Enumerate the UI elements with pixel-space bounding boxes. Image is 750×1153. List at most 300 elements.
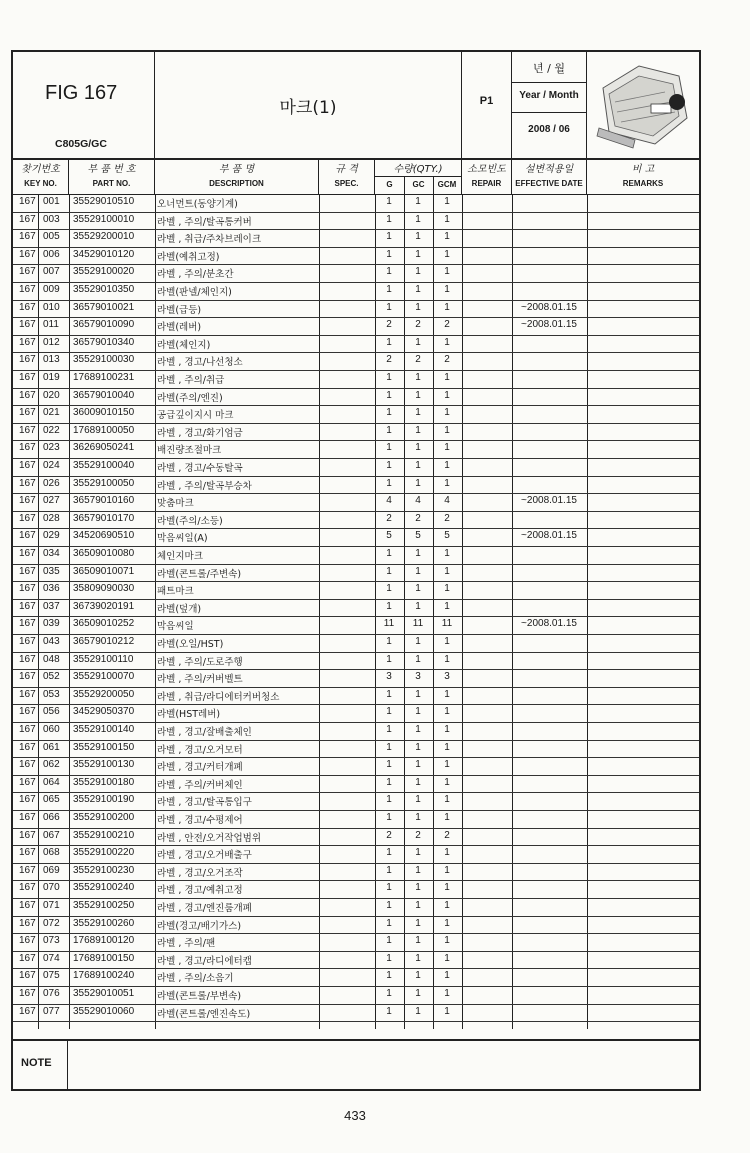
row-qty-gcm: 1 (444, 847, 450, 859)
row-qty-gcm: 2 (444, 354, 450, 366)
row-description: 라벨 , 경고/나선청소 (157, 357, 243, 369)
row-part-no: 35809090030 (73, 583, 135, 595)
table-row (13, 440, 699, 458)
row-part-no: 35529010510 (73, 196, 135, 207)
table-row (13, 863, 699, 881)
row-key: 076 (43, 988, 60, 999)
row-part-no: 36509010071 (73, 565, 135, 577)
row-qty-gcm: 1 (444, 213, 450, 225)
row-part-no: 36509010080 (73, 548, 135, 559)
row-fig: 167 (19, 917, 36, 929)
col-key-en: KEY NO. (24, 179, 57, 188)
col-qty (375, 158, 462, 194)
table-row (13, 1004, 699, 1022)
row-qty-gc: 1 (415, 988, 421, 999)
row-description: 배진량조절마크 (157, 445, 222, 457)
row-fig: 167 (19, 548, 36, 559)
table-row (13, 458, 699, 476)
fig-cell (13, 52, 155, 158)
row-description: 라벨 , 경고/화기엄금 (157, 427, 243, 439)
row-qty-g: 3 (386, 671, 392, 683)
row-key: 006 (43, 248, 60, 260)
row-qty-gc: 1 (415, 248, 421, 260)
row-qty-gcm: 1 (444, 407, 450, 419)
row-part-no: 36579010040 (73, 389, 135, 401)
row-description: 라벨 , 경고/탈곡통입구 (157, 797, 252, 809)
row-description: 라벨 , 경고/잘배출체인 (157, 727, 252, 738)
page-number: 433 (344, 1108, 366, 1123)
row-key: 009 (43, 284, 60, 295)
row-description: 오너먼트(동양기계) (157, 199, 238, 210)
row-qty-gc: 1 (415, 600, 421, 612)
col-eff-en: EFFECTIVE DATE (515, 179, 583, 188)
row-description: 라벨(경고/배기가스) (157, 920, 242, 932)
row-key: 043 (43, 636, 60, 647)
row-fig: 167 (19, 389, 36, 401)
row-qty-g: 1 (386, 864, 392, 876)
table-row (13, 528, 699, 546)
row-part-no: 35529100150 (73, 741, 135, 753)
row-qty-gc: 2 (415, 829, 421, 841)
row-fig: 167 (19, 583, 36, 595)
row-qty-gc: 1 (415, 759, 421, 771)
row-key: 034 (43, 548, 60, 559)
row-part-no: 35529100200 (73, 812, 135, 823)
row-fig: 167 (19, 741, 36, 753)
row-qty-gcm: 1 (444, 776, 450, 788)
table-row (13, 722, 699, 740)
row-qty-g: 1 (386, 248, 392, 260)
row-fig: 167 (19, 847, 36, 859)
row-qty-g: 1 (386, 970, 392, 982)
row-qty-gc: 1 (415, 847, 421, 859)
col-eff-kr: 설변적용일 (524, 164, 574, 175)
row-part-no: 35529200050 (73, 688, 135, 700)
row-key: 023 (43, 442, 60, 454)
row-fig: 167 (19, 1005, 36, 1017)
year-month-cell (512, 52, 587, 158)
row-part-no: 17689100240 (73, 970, 135, 982)
row-qty-gcm: 1 (444, 900, 450, 911)
row-description: 라벨 , 경고/커터개폐 (157, 762, 243, 774)
row-part-no: 35529100040 (73, 460, 135, 471)
row-fig: 167 (19, 952, 36, 964)
row-fig: 167 (19, 882, 36, 894)
row-qty-gc: 1 (415, 724, 421, 735)
row-description: 체인지마크 (157, 551, 203, 562)
row-qty-gc: 1 (415, 583, 421, 595)
title-cell (155, 52, 462, 158)
table-row (13, 493, 699, 511)
table-row (13, 212, 699, 230)
row-fig: 167 (19, 495, 36, 507)
row-description: 라벨 , 경고/예취고정 (157, 885, 243, 897)
row-qty-gcm: 1 (444, 759, 450, 771)
row-qty-gcm: 2 (444, 512, 450, 524)
row-qty-gc: 1 (415, 442, 421, 454)
parts-table-body (13, 194, 699, 1029)
table-row (13, 194, 699, 212)
row-fig: 167 (19, 829, 36, 841)
row-description: 라벨(덮개) (157, 603, 202, 615)
row-part-no: 36509010252 (73, 618, 135, 630)
row-key: 064 (43, 776, 60, 788)
row-qty-gcm: 1 (444, 301, 450, 313)
row-description: 라벨(주의/엔진) (157, 392, 223, 404)
row-fig: 167 (19, 988, 36, 999)
row-part-no: 35529100190 (73, 794, 135, 806)
row-effective-date: ~2008.01.15 (521, 319, 577, 331)
table-row (13, 634, 699, 652)
col-part-en: PART NO. (92, 179, 131, 188)
table-row (13, 599, 699, 617)
row-qty-gc: 1 (415, 424, 421, 436)
row-part-no: 34529050370 (73, 706, 135, 718)
row-qty-gc: 3 (415, 671, 421, 683)
col-remarks (587, 158, 699, 194)
row-description: 막음씨일 (157, 621, 194, 633)
parts-sheet (11, 50, 701, 1091)
row-qty-gcm: 1 (444, 442, 450, 454)
row-fig: 167 (19, 636, 36, 647)
fig-number: FIG 167 (45, 82, 118, 104)
row-qty-gc: 1 (415, 741, 421, 753)
row-fig: 167 (19, 565, 36, 577)
row-fig: 167 (19, 759, 36, 771)
row-qty-gcm: 1 (444, 917, 450, 929)
table-row (13, 828, 699, 846)
row-fig: 167 (19, 724, 36, 735)
row-fig: 167 (19, 442, 36, 454)
table-row (13, 423, 699, 441)
row-qty-gc: 1 (415, 336, 421, 348)
col-spec (319, 158, 375, 194)
row-part-no: 36579010090 (73, 319, 135, 331)
row-part-no: 35529100220 (73, 847, 135, 859)
row-fig: 167 (19, 319, 36, 331)
row-description: 라벨(HST레버) (157, 709, 221, 721)
row-qty-gc: 1 (415, 213, 421, 225)
row-qty-gcm: 1 (444, 336, 450, 348)
row-description: 라벨(레버) (157, 322, 202, 334)
row-qty-g: 1 (386, 759, 392, 771)
row-part-no: 35529100020 (73, 266, 135, 278)
row-qty-g: 1 (386, 336, 392, 348)
row-part-no: 17689100120 (73, 935, 135, 947)
row-qty-g: 1 (386, 583, 392, 595)
row-fig: 167 (19, 970, 36, 982)
row-qty-g: 1 (386, 653, 392, 665)
row-part-no: 35529100210 (73, 829, 135, 841)
column-headers (13, 158, 699, 195)
table-row (13, 229, 699, 247)
row-fig: 167 (19, 460, 36, 471)
col-remarks-kr: 비 고 (631, 164, 655, 175)
row-part-no: 35529200010 (73, 231, 135, 243)
row-qty-g: 5 (386, 530, 392, 542)
row-qty-gcm: 5 (444, 530, 450, 542)
row-description: 라벨 , 주의/커버벨트 (157, 674, 243, 686)
row-qty-gc: 2 (415, 319, 421, 331)
row-qty-g: 1 (386, 776, 392, 788)
row-key: 062 (43, 759, 60, 771)
table-row (13, 511, 699, 529)
row-qty-gcm: 1 (444, 882, 450, 894)
row-qty-gc: 1 (415, 565, 421, 577)
row-key: 067 (43, 829, 60, 841)
row-qty-gc: 1 (415, 407, 421, 419)
row-effective-date: ~2008.01.15 (521, 618, 577, 630)
row-qty-gcm: 1 (444, 741, 450, 753)
table-row (13, 704, 699, 722)
row-qty-gcm: 1 (444, 952, 450, 964)
row-qty-gc: 1 (415, 460, 421, 471)
row-qty-gc: 5 (415, 530, 421, 542)
row-fig: 167 (19, 530, 36, 542)
row-key: 001 (43, 196, 60, 207)
row-qty-gc: 1 (415, 636, 421, 647)
row-part-no: 35529100250 (73, 900, 135, 911)
row-key: 077 (43, 1005, 60, 1017)
row-qty-gc: 1 (415, 776, 421, 788)
row-key: 021 (43, 407, 60, 419)
row-qty-gc: 1 (415, 266, 421, 278)
row-key: 029 (43, 530, 60, 542)
row-qty-g: 1 (386, 565, 392, 577)
row-qty-g: 1 (386, 284, 392, 295)
col-desc-en: DESCRIPTION (209, 179, 264, 188)
row-part-no: 35529100140 (73, 724, 135, 735)
row-key: 035 (43, 565, 60, 577)
table-row (13, 775, 699, 793)
row-qty-g: 1 (386, 266, 392, 278)
row-key: 013 (43, 354, 60, 366)
col-qty-kr: 수량(QTY.) (393, 164, 443, 175)
row-key: 010 (43, 301, 60, 313)
page-code: P1 (479, 95, 494, 107)
row-part-no: 35529100050 (73, 477, 135, 489)
col-qty-g: G (375, 176, 405, 195)
row-fig: 167 (19, 706, 36, 718)
row-key: 020 (43, 389, 60, 401)
col-key-kr: 찾기번호 (21, 164, 60, 175)
row-fig: 167 (19, 512, 36, 524)
row-part-no: 17689100150 (73, 952, 135, 964)
row-fig: 167 (19, 477, 36, 489)
row-description: 라벨 , 주의/탈곡부승차 (157, 480, 252, 492)
row-qty-g: 1 (386, 372, 392, 383)
row-key: 048 (43, 653, 60, 665)
row-part-no: 35529100030 (73, 354, 135, 366)
row-description: 라벨(체인지) (157, 339, 211, 351)
row-qty-gcm: 4 (444, 495, 450, 507)
row-qty-g: 1 (386, 600, 392, 612)
row-part-no: 36269050241 (73, 442, 135, 454)
col-key (13, 158, 69, 194)
row-fig: 167 (19, 213, 36, 225)
row-qty-gcm: 1 (444, 688, 450, 700)
row-fig: 167 (19, 231, 36, 243)
table-row (13, 669, 699, 687)
row-effective-date: ~2008.01.15 (521, 495, 577, 507)
row-qty-gc: 1 (415, 952, 421, 964)
row-qty-gc: 1 (415, 688, 421, 700)
row-qty-g: 1 (386, 794, 392, 806)
col-spec-en: SPEC. (334, 179, 359, 188)
row-fig: 167 (19, 248, 36, 260)
table-row (13, 564, 699, 582)
row-key: 068 (43, 847, 60, 859)
row-qty-gc: 1 (415, 917, 421, 929)
row-qty-g: 1 (386, 1005, 392, 1017)
row-qty-gcm: 1 (444, 196, 450, 207)
row-description: 라벨 , 취급/라디에터커버청소 (157, 691, 280, 703)
row-qty-gcm: 1 (444, 706, 450, 718)
row-qty-g: 2 (386, 319, 392, 331)
table-row (13, 352, 699, 370)
row-qty-gc: 1 (415, 231, 421, 243)
table-row (13, 740, 699, 758)
row-part-no: 17689100231 (73, 372, 135, 383)
table-row (13, 880, 699, 898)
table-row (13, 300, 699, 318)
row-fig: 167 (19, 336, 36, 348)
row-qty-gcm: 1 (444, 231, 450, 243)
col-repair (462, 158, 512, 194)
row-qty-g: 1 (386, 407, 392, 419)
row-description: 라벨 , 주의/팬 (157, 938, 216, 950)
row-qty-gc: 11 (412, 618, 424, 630)
table-row (13, 792, 699, 810)
model-name: C805G/GC (55, 138, 107, 150)
row-fig: 167 (19, 671, 36, 683)
year-month-en: Year / Month (519, 90, 579, 101)
row-key: 066 (43, 812, 60, 823)
row-qty-gcm: 2 (444, 829, 450, 841)
row-qty-g: 1 (386, 882, 392, 894)
row-key: 003 (43, 213, 60, 225)
row-qty-gcm: 1 (444, 284, 450, 295)
row-qty-gc: 1 (415, 864, 421, 876)
row-qty-g: 11 (383, 618, 395, 630)
row-qty-g: 1 (386, 741, 392, 753)
row-qty-gc: 1 (415, 389, 421, 401)
col-qty-gcm: GCM (433, 176, 461, 195)
row-key: 056 (43, 706, 60, 718)
row-description: 라벨 , 주의/취급 (157, 375, 225, 386)
row-description: 라벨 , 주의/도로주행 (157, 656, 243, 668)
row-qty-gc: 1 (415, 653, 421, 665)
table-row (13, 546, 699, 564)
row-fig: 167 (19, 900, 36, 911)
row-fig: 167 (19, 424, 36, 436)
row-qty-gcm: 1 (444, 389, 450, 401)
row-qty-g: 2 (386, 512, 392, 524)
row-part-no: 34520690510 (73, 530, 135, 542)
row-qty-g: 1 (386, 988, 392, 999)
row-qty-gc: 1 (415, 196, 421, 207)
table-row (13, 264, 699, 282)
row-qty-gcm: 1 (444, 565, 450, 577)
row-qty-gc: 1 (415, 970, 421, 982)
row-part-no: 34529010120 (73, 248, 135, 260)
row-key: 022 (43, 424, 60, 436)
row-qty-gc: 1 (415, 1005, 421, 1017)
row-qty-gc: 1 (415, 284, 421, 295)
row-key: 065 (43, 794, 60, 806)
col-spec-kr: 규 격 (335, 164, 358, 175)
row-fig: 167 (19, 196, 36, 207)
row-qty-g: 1 (386, 724, 392, 735)
row-effective-date: ~2008.01.15 (521, 301, 577, 313)
row-qty-gcm: 1 (444, 794, 450, 806)
row-part-no: 35529100010 (73, 213, 135, 225)
page-code-cell (462, 52, 512, 158)
row-qty-gcm: 1 (444, 248, 450, 260)
table-row (13, 968, 699, 986)
row-qty-g: 1 (386, 460, 392, 471)
row-key: 060 (43, 724, 60, 735)
row-qty-gcm: 2 (444, 319, 450, 331)
row-fig: 167 (19, 266, 36, 278)
row-qty-gcm: 1 (444, 864, 450, 876)
row-qty-g: 1 (386, 812, 392, 823)
table-row (13, 405, 699, 423)
row-qty-g: 2 (386, 354, 392, 366)
row-key: 073 (43, 935, 60, 947)
row-description: 라벨 , 경고/오거조작 (157, 867, 243, 879)
col-desc-kr: 부 품 명 (218, 164, 255, 175)
row-part-no: 36579010212 (73, 636, 135, 647)
row-fig: 167 (19, 812, 36, 823)
row-part-no: 36739020191 (73, 600, 135, 612)
row-fig: 167 (19, 284, 36, 295)
row-fig: 167 (19, 618, 36, 630)
row-key: 071 (43, 900, 60, 911)
row-qty-gcm: 1 (444, 653, 450, 665)
row-key: 037 (43, 600, 60, 612)
row-description: 라벨 , 경고/수동탈곡 (157, 463, 243, 474)
row-key: 061 (43, 741, 60, 753)
table-row (13, 845, 699, 863)
table-row (13, 687, 699, 705)
row-part-no: 35529100110 (73, 653, 134, 665)
row-description: 라벨(콘트롤/엔진속도) (157, 1008, 251, 1020)
row-description: 라벨(예취고정) (157, 251, 220, 263)
row-description: 라벨(콘트롤/주변속) (157, 568, 242, 580)
row-description: 라벨(콘트롤/부변속) (157, 991, 242, 1002)
row-qty-gcm: 1 (444, 424, 450, 436)
table-row (13, 986, 699, 1004)
row-qty-gcm: 1 (444, 372, 450, 383)
row-part-no: 35529100240 (73, 882, 135, 894)
row-description: 라벨 , 경고/오거모터 (157, 744, 243, 756)
col-repair-kr: 소모빈도 (467, 164, 506, 175)
row-qty-g: 1 (386, 917, 392, 929)
row-part-no: 36009010150 (73, 407, 135, 419)
row-description: 라벨 , 주의/탈곡통커버 (157, 216, 252, 228)
row-qty-g: 1 (386, 231, 392, 243)
col-part-kr: 부 품 번 호 (87, 164, 136, 175)
row-part-no: 36579010340 (73, 336, 135, 348)
row-qty-g: 1 (386, 301, 392, 313)
row-qty-g: 1 (386, 636, 392, 647)
row-description: 맞춤마크 (157, 498, 194, 510)
col-repair-en: REPAIR (471, 179, 502, 188)
table-row (13, 916, 699, 934)
row-qty-gcm: 1 (444, 935, 450, 947)
row-qty-g: 1 (386, 952, 392, 964)
